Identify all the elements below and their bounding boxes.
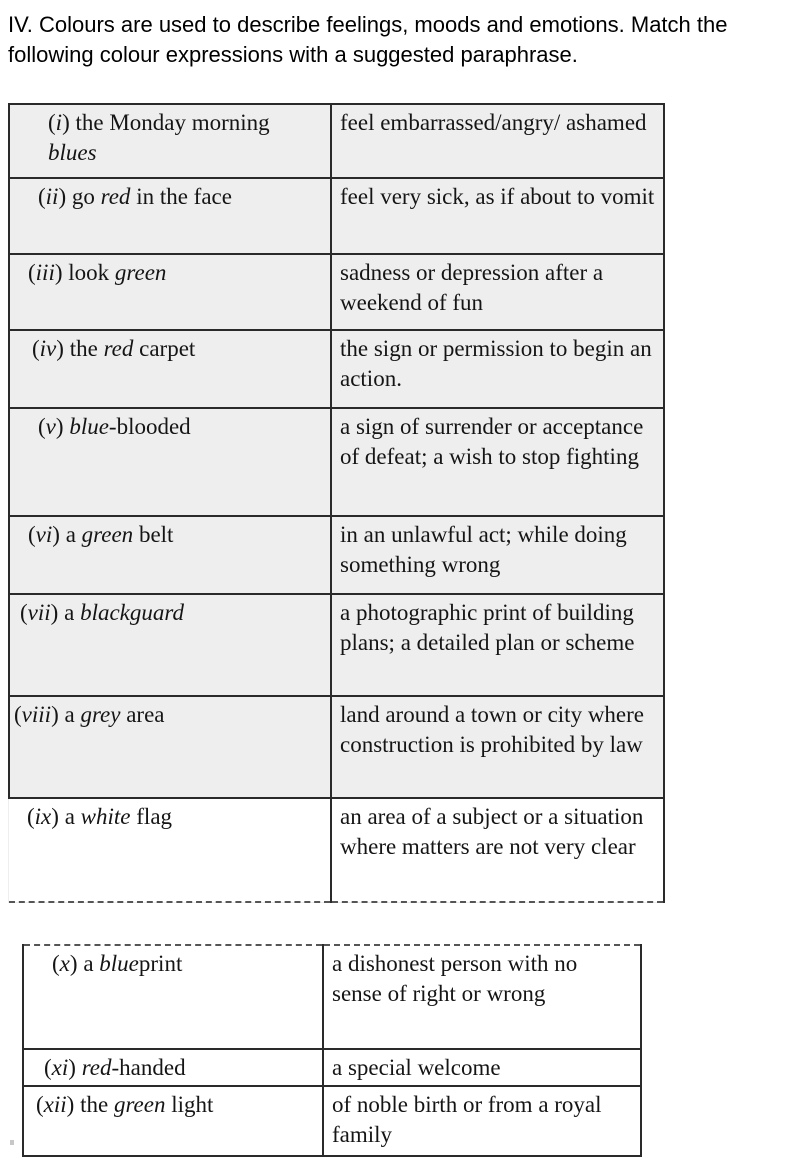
paraphrase-text: a dishonest person with no sense of right or wrong [332,951,578,1006]
expression-cell [9,696,331,798]
colour-expression: (vi) a green belt [28,522,174,547]
matching-table-bottom-body [23,945,641,1156]
row-numeral: vi [35,522,53,547]
expression-cell [9,594,331,696]
table-row [9,594,664,696]
row-numeral: xi [51,1055,69,1080]
paraphrase-cell [331,408,664,516]
expression-cell [9,254,331,330]
expression-cell [23,1049,323,1086]
paraphrase-cell [323,1049,641,1086]
row-numeral: iii [35,260,55,285]
matching-table-bottom [22,944,642,1157]
expression-cell [9,178,331,254]
paraphrase-cell [331,178,664,254]
row-numeral: iv [39,336,57,361]
paraphrase-cell [323,945,641,1049]
paraphrase-cell [331,594,664,696]
colour-expression: (iv) the red carpet [32,336,196,361]
colour-word: red [100,184,131,209]
matching-table-scan-top [8,103,655,903]
colour-word: green [113,1092,166,1117]
colour-word: blue [99,951,139,976]
paraphrase-cell [331,330,664,408]
paraphrase-text: a photographic print of building plans; a detailed plan or scheme [340,600,635,655]
colour-expression: (ii) go red in the face [38,184,232,209]
table-row [9,798,664,902]
expression-cell [9,798,331,902]
question-text: IV. Colours are used to describe feelings, moods and emotions. Match the following colour expressions with a suggested paraphrase. [8,12,728,67]
paraphrase-text: land around a town or city where construction is prohibited by law [340,702,645,757]
table-row [9,104,664,178]
expression-cell [23,945,323,1049]
paraphrase-cell [323,1086,641,1156]
colour-word: blackguard [80,600,184,625]
paraphrase-cell [331,104,664,178]
matching-table-top [8,103,665,903]
table-row [23,945,641,1049]
paraphrase-cell [331,516,664,594]
expression-cell [9,408,331,516]
paraphrase-text: feel embarrassed/angry/ ashamed [340,110,647,135]
table-row [9,408,664,516]
table-row [9,696,664,798]
table-row [9,516,664,594]
colour-word: green [81,522,134,547]
colour-expression: (viii) a grey area [14,702,165,727]
colour-expression: (i) the Monday morning blues [48,110,270,165]
paraphrase-cell [331,254,664,330]
table-row [23,1049,641,1086]
table-row [23,1086,641,1156]
paraphrase-text: in an unlawful act; while doing something wrong [340,522,627,577]
colour-word: red [103,336,134,361]
colour-expression: (xii) the green light [36,1092,214,1117]
colour-expression: (x) a blueprint [52,951,183,976]
paraphrase-text: feel very sick, as if about to vomit [340,184,655,209]
colour-word: red [81,1055,112,1080]
paraphrase-cell [331,696,664,798]
expression-cell [9,104,331,178]
row-numeral: i [55,110,63,135]
table-row [9,178,664,254]
row-numeral: x [59,951,70,976]
colour-word: green [114,260,167,285]
colour-expression: (ix) a white flag [27,804,173,829]
row-numeral: ii [45,184,59,209]
expression-cell [23,1086,323,1156]
colour-expression: (xi) red-handed [44,1055,186,1080]
paraphrase-text: a sign of surrender or acceptance of defeat; a wish to stop fighting [340,414,644,469]
row-numeral: ix [34,804,52,829]
paraphrase-cell [331,798,664,902]
expression-cell [9,516,331,594]
scan-artifact [10,1140,14,1145]
table-row [9,254,664,330]
colour-expression: (iii) look green [28,260,167,285]
row-numeral: xii [43,1092,67,1117]
paraphrase-text: a special welcome [332,1055,501,1080]
colour-expression: (v) blue-blooded [38,414,191,439]
colour-expression: (vii) a blackguard [20,600,184,625]
paraphrase-text: the sign or permission to begin an action. [340,336,652,391]
matching-table-top-body [9,104,664,902]
colour-word: grey [80,702,121,727]
row-numeral: v [45,414,56,439]
colour-word: blue [69,414,109,439]
table-row [9,330,664,408]
colour-word: blues [48,140,97,165]
matching-table-scan-bottom [22,944,620,1156]
colour-word: white [80,804,131,829]
expression-cell [9,330,331,408]
row-numeral: viii [21,702,52,727]
row-numeral: vii [27,600,51,625]
paraphrase-text: of noble birth or from a royal family [332,1092,602,1147]
paraphrase-text: sadness or depression after a weekend of fun [340,260,604,315]
paraphrase-text: an area of a subject or a situation where matters are not very clear [340,804,644,859]
